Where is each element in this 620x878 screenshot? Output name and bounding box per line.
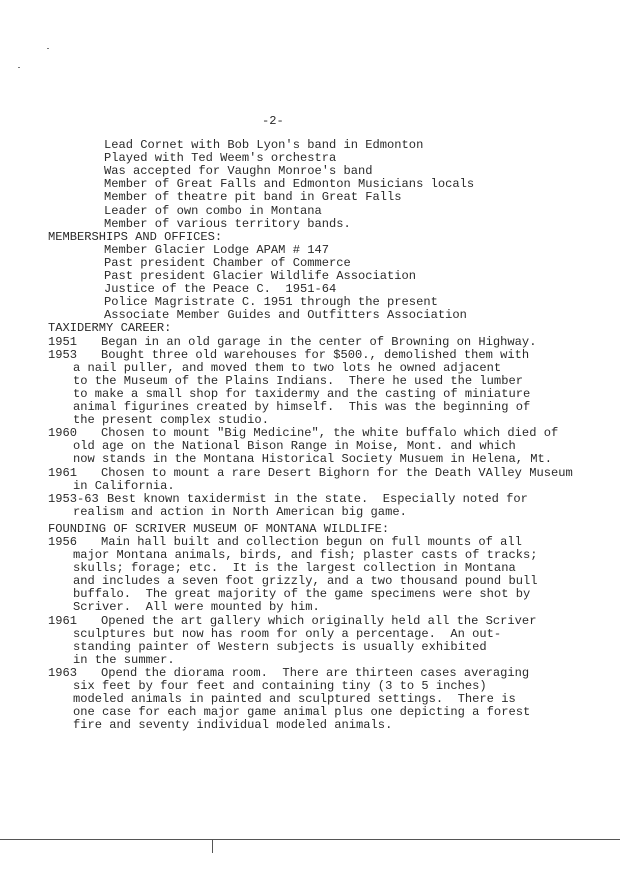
- membership-line: Past president Chamber of Commerce: [104, 255, 351, 270]
- entry-text-line: Main hall built and collection begun on full mounts of all: [101, 534, 522, 549]
- entry-year: 1963: [48, 665, 78, 680]
- music-credit-line: Member of theatre pit band in Great Falls: [104, 190, 402, 205]
- entry-text-line: old age on the National Bison Range in Moise, Mont. and which: [73, 439, 516, 454]
- entry-text-line: Chosen to mount "Big Medicine", the white buffalo which died of: [101, 426, 559, 441]
- entry-text-line: Began in an old garage in the center of Browning on Highway.: [101, 334, 537, 349]
- entry-text-line: Scriver. All were mounted by him.: [73, 600, 320, 615]
- membership-line: Associate Member Guides and Outfitters Association: [104, 308, 467, 323]
- membership-line: Past president Glacier Wildlife Association: [104, 269, 417, 283]
- entry-text-line: Bought three old warehouses for $500., demolished them with: [101, 347, 530, 362]
- entry-text-line: and includes a seven foot grizzly, and a two thousand pound bull: [73, 574, 538, 589]
- entry-text-line: now stands in the Montana Historical Society Musuem in Helena, Mt.: [73, 452, 552, 467]
- music-credit-line: Was accepted for Vaughn Monroe's band: [104, 164, 373, 179]
- entry-text-line: buffalo. The great majority of the game specimens were shot by: [73, 587, 531, 602]
- entry-text-line: to the Museum of the Plains Indians. There he used the lumber: [73, 373, 523, 388]
- entry-text-line: standing painter of Western subjects is usually exhibited: [73, 639, 487, 654]
- entry-year: 1951: [48, 334, 78, 349]
- entry-text-line: one case for each major game animal plus one depicting a forest: [73, 705, 531, 720]
- entry-text-line: Chosen to mount a rare Desert Bighorn for the Death VAlley Museum: [101, 465, 573, 480]
- membership-line: Police Magristrate C. 1951 through the present: [104, 295, 438, 310]
- entry-text-line: Best known taxidermist in the state. Especially noted for: [107, 491, 528, 506]
- entry-text-line: animal figurines created by himself. This was the beginning of: [73, 400, 531, 414]
- entry-text-line: to make a small shop for taxidermy and the casting of miniature: [73, 386, 531, 401]
- entry-year: 1961: [48, 465, 78, 480]
- entry-text-line: the present complex studio.: [73, 413, 269, 428]
- entry-year: 1953-63: [48, 491, 99, 506]
- entry-text-line: realism and action in North American big game.: [73, 504, 407, 519]
- entry-text-line: six feet by four feet and containing tiny (3 to 5 inches): [73, 679, 487, 693]
- entry-text-line: fire and seventy individual modeled animals.: [73, 718, 393, 733]
- section-heading: TAXIDERMY CAREER:: [48, 321, 172, 336]
- membership-line: Member Glacier Lodge APAM # 147: [104, 242, 329, 257]
- entry-year: 1960: [48, 426, 78, 441]
- entry-year: 1956: [48, 534, 78, 549]
- entry-text-line: in California.: [73, 478, 175, 493]
- music-credit-line: Lead Cornet with Bob Lyon's band in Edmonton: [104, 138, 424, 152]
- entry-text-line: in the summer.: [73, 652, 175, 667]
- entry-year: 1961: [48, 613, 78, 628]
- entry-text-line: Opened the art gallery which originally held all the Scriver: [101, 613, 537, 628]
- scan-speck: [47, 48, 49, 49]
- membership-line: Justice of the Peace C. 1951-64: [104, 282, 337, 297]
- section-heading: MEMBERSHIPS AND OFFICES:: [48, 229, 223, 244]
- entry-text-line: Opend the diorama room. There are thirteen cases averaging: [101, 665, 530, 680]
- music-credit-line: Member of various territory bands.: [104, 216, 351, 231]
- scan-speck: [18, 67, 20, 68]
- page-number: -2-: [262, 114, 284, 128]
- music-credit-line: Member of Great Falls and Edmonton Musicians locals: [104, 177, 475, 192]
- bottom-rule: [0, 839, 620, 840]
- entry-text-line: modeled animals in painted and sculptured settings. There is: [73, 692, 516, 707]
- entry-text-line: skulls; forage; etc. It is the largest collection in Montana: [73, 561, 516, 576]
- entry-text-line: major Montana animals, birds, and fish; plaster casts of tracks;: [73, 548, 538, 562]
- entry-text-line: sculptures but now has room for only a percentage. An out-: [73, 626, 502, 641]
- section-heading: FOUNDING OF SCRIVER MUSEUM OF MONTANA WILDLIFE:: [48, 521, 390, 536]
- entry-text-line: a nail puller, and moved them to two lots he owned adjacent: [73, 360, 502, 375]
- music-credit-line: Played with Ted Weem's orchestra: [104, 151, 337, 166]
- bottom-tick: [212, 839, 213, 853]
- entry-year: 1953: [48, 347, 78, 362]
- music-credit-line: Leader of own combo in Montana: [104, 203, 322, 218]
